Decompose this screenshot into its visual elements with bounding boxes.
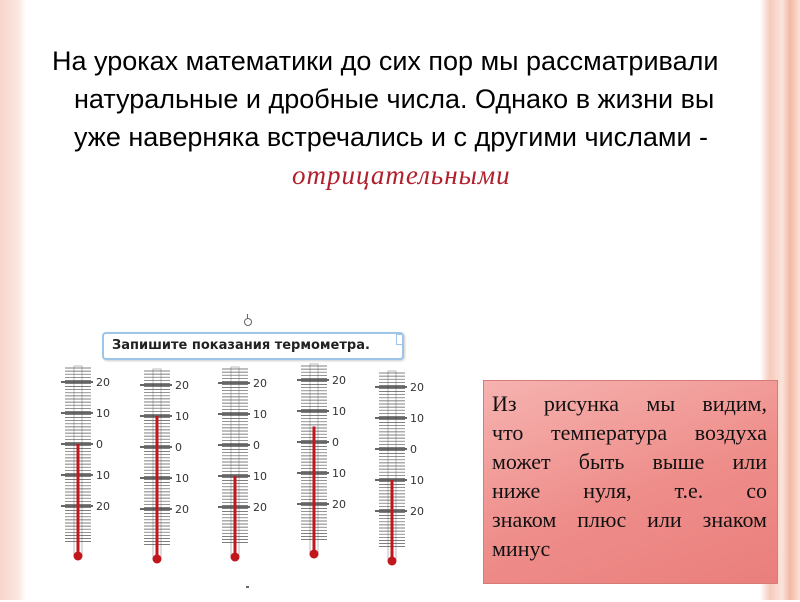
info-word: что — [492, 420, 524, 445]
info-word: нуля, — [583, 478, 632, 503]
info-line — [492, 389, 767, 418]
info-word: ниже — [492, 478, 541, 503]
intro-line-1: На уроках математики до сих пор мы рассматривали — [52, 46, 719, 76]
intro-emphasis: отрицательными — [292, 160, 511, 190]
thermometer-bulb — [231, 553, 240, 562]
thermometer-bulb — [153, 555, 162, 564]
tick-label: 10 — [253, 470, 267, 483]
intro-line-2: натуральные и дробные числа. Однако в жизни вы — [74, 84, 715, 114]
tick-label: 0 — [253, 439, 260, 452]
info-line — [492, 505, 767, 534]
tick-label: 20 — [332, 374, 346, 387]
thermometer-bulb — [388, 557, 397, 566]
tick-label: 10 — [332, 405, 346, 418]
info-word: рисунка — [543, 391, 620, 416]
info-line — [492, 447, 767, 476]
tick-label: 0 — [96, 438, 103, 451]
tick-label: 20 — [175, 503, 189, 516]
left-decor-stripe — [0, 0, 26, 600]
intro-line-3: уже наверняка встречались и с другими числами - — [74, 122, 709, 152]
mercury-column — [234, 476, 237, 557]
tick-label: 10 — [410, 412, 424, 425]
thermometer-bulb — [74, 552, 83, 561]
info-word: или — [647, 507, 682, 532]
thermometers-figure — [60, 312, 424, 602]
tick-label: 20 — [253, 377, 267, 390]
info-word: минус — [492, 536, 551, 561]
info-word: Из — [492, 391, 517, 416]
info-word: быть — [578, 449, 625, 474]
info-word: может — [492, 449, 551, 474]
info-word: воздуха — [694, 420, 767, 445]
info-box — [483, 380, 778, 584]
tick-label: 20 — [96, 376, 110, 389]
intro-paragraph — [52, 42, 764, 194]
tick-label: 0 — [175, 441, 182, 454]
tick-label: 10 — [332, 467, 346, 480]
tick-label: 0 — [332, 436, 339, 449]
tick-label: 10 — [175, 410, 189, 423]
info-word: мы — [646, 391, 676, 416]
info-word: выше — [652, 449, 705, 474]
tick-label: 10 — [96, 407, 110, 420]
worksheet-caption: Запишите показания термометра. — [102, 332, 404, 360]
mercury-column — [156, 416, 159, 559]
info-line — [492, 476, 767, 505]
info-word: температура — [551, 420, 668, 445]
info-word: видим, — [702, 391, 767, 416]
info-line — [492, 534, 767, 563]
thermometer-bulb — [310, 550, 319, 559]
mercury-column — [77, 444, 80, 556]
tick-label: 10 — [96, 469, 110, 482]
tick-label: 0 — [410, 443, 417, 456]
tick-label: 20 — [96, 500, 110, 513]
mercury-column — [391, 480, 394, 561]
info-word: со — [746, 478, 767, 503]
anchor-dot-icon — [246, 586, 249, 588]
info-word: знаком — [492, 507, 557, 532]
tick-label: 20 — [253, 501, 267, 514]
tick-label: 10 — [175, 472, 189, 485]
info-word: или — [732, 449, 767, 474]
tick-label: 20 — [410, 381, 424, 394]
tick-label: 20 — [332, 498, 346, 511]
tick-label: 20 — [175, 379, 189, 392]
mercury-column — [313, 427, 316, 555]
tick-label: 10 — [410, 474, 424, 487]
tick-label: 10 — [253, 408, 267, 421]
info-word: плюс — [577, 507, 627, 532]
info-line — [492, 418, 767, 447]
thermometer-worksheet — [60, 312, 424, 602]
info-word: т.е. — [674, 478, 704, 503]
tick-label: 20 — [410, 505, 424, 518]
info-word: знаком — [702, 507, 767, 532]
